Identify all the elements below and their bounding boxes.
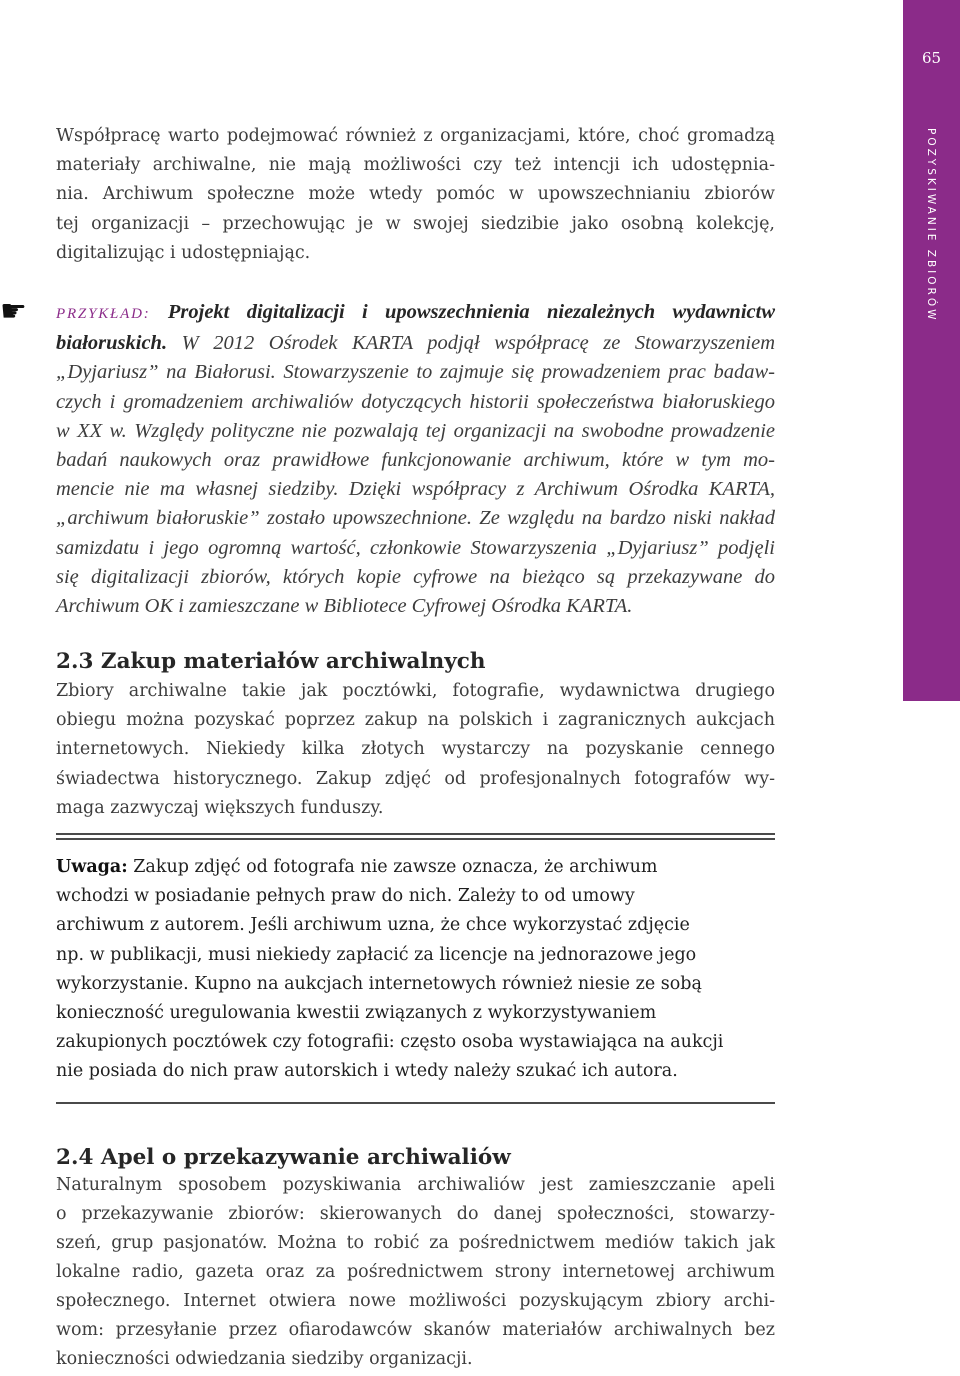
text-line: lokalne radio, gazeta oraz za pośrednictwem strony internetowej archiwum (56, 1262, 775, 1282)
section-2-3-paragraph (56, 677, 775, 823)
example-label: PRZYKŁAD: (56, 306, 151, 322)
text-line: Archiwum OK i zamieszczane w Bibliotece Cyfrowej Ośrodka KARTA. (56, 595, 633, 618)
text-line: samizdatu i jego ogromną wartość, członkowie Stowarzyszenia „Dyjariusz” podjęli (56, 536, 775, 559)
pointing-hand-icon (0, 296, 32, 328)
section-tab-title: POZYSKIWANIE ZBIORÓW (925, 128, 937, 323)
text-line: się digitalizacji zbiorów, których kopie cyfrowe na bieżąco są przekazywane do (56, 565, 775, 588)
text-line: np. w publikacji, musi niekiedy zapłacić za licencje na jednorazowe jego (56, 944, 697, 965)
text-line: wchodzi w posiadanie pełnych praw do nich. Zależy to od umowy (56, 886, 635, 907)
section-tab (903, 0, 960, 701)
section-heading-2-3: 2.3 Zakup materiałów archiwalnych (56, 649, 486, 674)
text-line: maga zazwyczaj większych funduszy. (56, 797, 384, 818)
text-line: zakupionych pocztówek czy fotografii: często osoba wystawiająca na aukcji (56, 1032, 724, 1053)
line-text: Zakup zdjęć od fotografa nie zawsze oznacza, że archiwum (127, 857, 658, 877)
note-box (56, 853, 775, 1087)
text-line: „archiwum białoruskie” zostało upowszechnione. Ze względu na bardzo niski nakład (56, 507, 775, 530)
text-line: badań naukowych oraz prawidłowe funkcjonowanie archiwum, które w tym mo- (56, 449, 775, 472)
text-line: czych i gromadzeniem archiwaliów dotyczących historii społeczeństwa białoruskiego (56, 390, 775, 413)
text-line: wom: przesyłanie przez ofiarodawców skanów materiałów archiwalnych bez (56, 1320, 775, 1340)
text-line: Zbiory archiwalne takie jak pocztówki, fotografie, wydawnictwa drugiego (56, 681, 775, 701)
text-line: nia. Archiwum społeczne może wtedy pomóc w upowszechnianiu zbiorów (56, 184, 775, 205)
bold-lead-text: Uwaga: (56, 857, 128, 877)
text-line: szeń, grup pasjonatów. Można to robić za pośrednictwem mediów takich jak (56, 1233, 775, 1253)
text-line: tej organizacji – przechowując je w swojej siedzibie jako osobną kolekcję, (56, 213, 775, 234)
bold-lead-text: Projekt digitalizacji i upowszechnienia niezależnych wydawnictw (150, 301, 775, 323)
bold-lead-text: białoruskich. (56, 332, 168, 355)
text-line: świadectwa historycznego. Zakup zdjęć od profesjonalnych fotografów wy- (56, 768, 775, 789)
text-line: konieczności odwiedzania siedziby organizacji. (56, 1349, 473, 1369)
page-number: 65 (921, 49, 942, 67)
rule-divider (56, 1102, 775, 1104)
example-box (56, 298, 775, 621)
text-line: nie posiada do nich praw autorskich i wtedy należy szukać ich autora. (56, 1061, 678, 1082)
text-line: Naturalnym sposobem pozyskiwania archiwaliów jest zamieszczanie apeli (56, 1175, 775, 1195)
text-line: społecznego. Internet otwiera nowe możliwości pozyskującym zbiory archi- (56, 1291, 775, 1311)
text-line: w XX w. Względy polityczne nie pozwalają tej organizacji na swobodne prowadzenie (56, 419, 775, 442)
text-line: „Dyjariusz” na Białorusi. Stowarzyszenie to zajmuje się prowadzeniem prac badaw- (56, 361, 775, 384)
text-line: o przekazywanie zbiorów: skierowanych do danej społeczności, stowarzy- (56, 1204, 775, 1224)
text-line: materiały archiwalne, nie mają możliwości czy też intencji ich udostępnia- (56, 155, 775, 176)
text-line: obiegu można pozyskać poprzez zakup na polskich i zagranicznych aukcjach (56, 710, 775, 731)
text-line: Współpracę warto podejmować również z organizacjami, które, choć gromadzą (56, 126, 775, 146)
text-line: internetowych. Niekiedy kilka złotych wystarczy na pozyskanie cennego (56, 739, 775, 760)
text-line: wykorzystanie. Kupno na aukcjach internetowych również niesie ze sobą (56, 973, 702, 994)
text-line: konieczność uregulowania kwestii związanych z wykorzystywaniem (56, 1003, 657, 1024)
text-line (56, 298, 775, 329)
text-line (56, 853, 775, 882)
text-line: digitalizując i udostępniając. (56, 242, 311, 263)
section-heading-2-4: 2.4 Apel o przekazywanie archiwaliów (56, 1145, 511, 1170)
section-2-4-paragraph (56, 1171, 775, 1374)
text-line (56, 329, 775, 358)
text-line: mencie nie ma własnej siedziby. Dzięki współpracy z Archiwum Ośrodka KARTA, (56, 478, 775, 501)
text-line: archiwum z autorem. Jeśli archiwum uzna, że chce wykorzystać zdjęcie (56, 915, 690, 936)
line-text: W 2012 Ośrodek KARTA podjął współpracę ze Stowarzyszeniem (167, 332, 775, 355)
double-rule-divider (56, 833, 775, 840)
intro-paragraph (56, 122, 775, 268)
